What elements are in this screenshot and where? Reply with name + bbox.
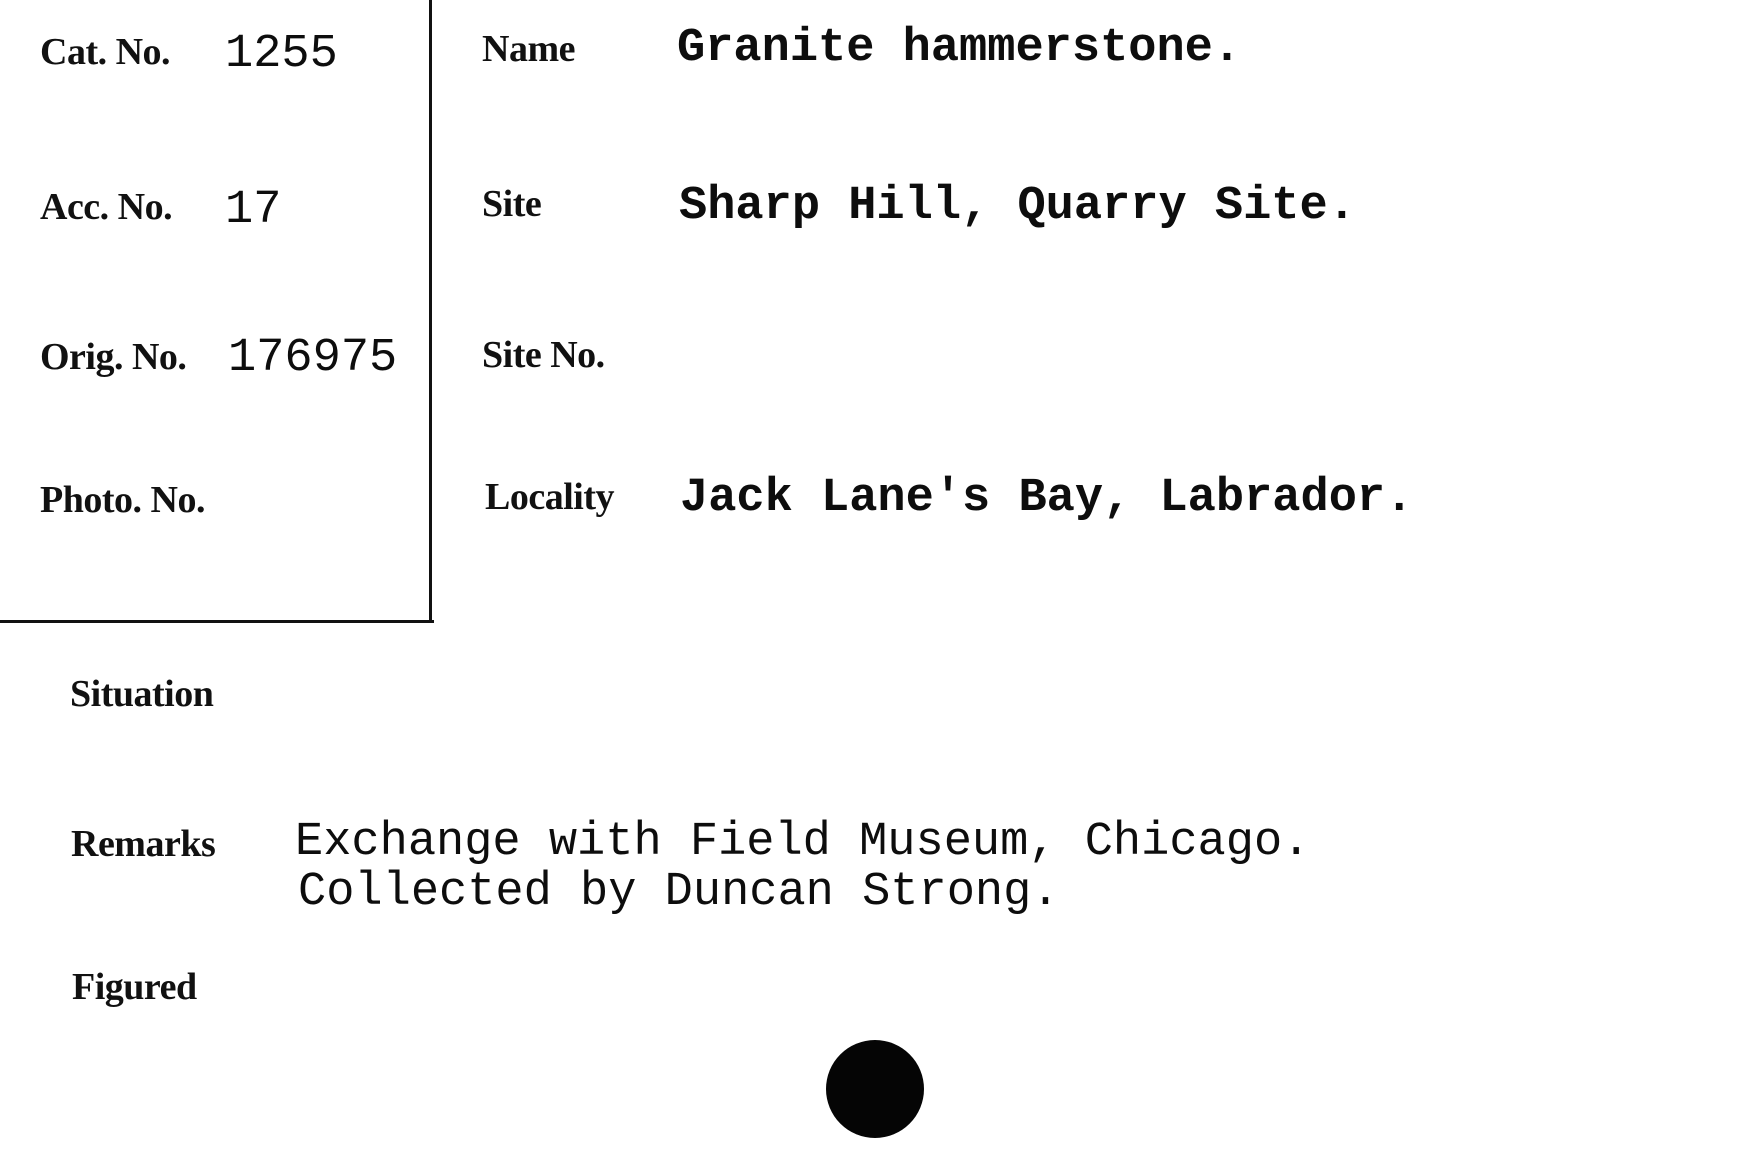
situation-label: Situation <box>70 673 214 715</box>
acc-no-label: Acc. No. <box>40 186 173 228</box>
photo-no-label: Photo. No. <box>40 479 205 521</box>
orig-no-label: Orig. No. <box>40 336 187 378</box>
remarks-label: Remarks <box>71 823 216 865</box>
name-label: Name <box>482 28 575 70</box>
box-horizontal-rule <box>0 620 434 623</box>
name-value: Granite hammerstone. <box>677 22 1242 75</box>
site-label: Site <box>482 183 542 225</box>
site-value: Sharp Hill, Quarry Site. <box>679 180 1356 233</box>
locality-value: Jack Lane's Bay, Labrador. <box>680 472 1414 525</box>
locality-label: Locality <box>485 476 614 518</box>
acc-no-value: 17 <box>225 184 282 237</box>
remarks-line-1: Exchange with Field Museum, Chicago. <box>295 816 1311 869</box>
orig-no-value: 176975 <box>228 332 398 385</box>
cat-no-label: Cat. No. <box>40 31 171 73</box>
site-no-label: Site No. <box>482 334 605 376</box>
figured-label: Figured <box>72 966 197 1008</box>
cat-no-value: 1255 <box>225 28 338 81</box>
remarks-line-2: Collected by Duncan Strong. <box>298 866 1060 919</box>
box-vertical-rule <box>429 0 432 622</box>
card-punch-hole <box>826 1040 924 1138</box>
